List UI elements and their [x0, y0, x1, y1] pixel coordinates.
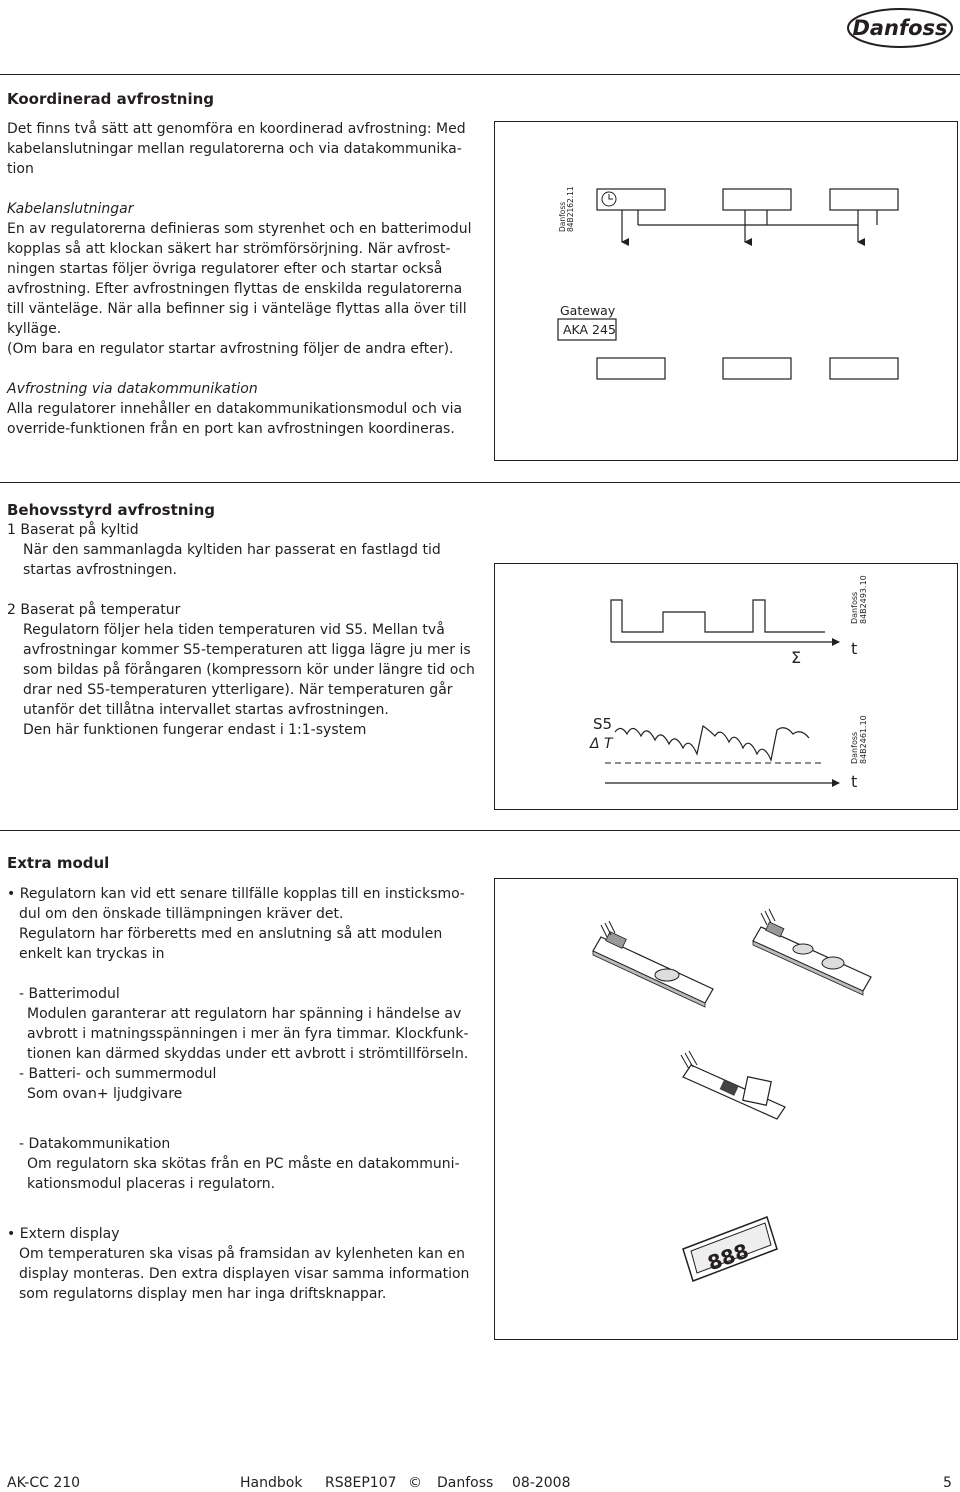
kabel-text: En av regulatorerna definieras som styrenhet och en batterimodul kopplas så att klockan säkert har strömförsörjning. När avfrostningen startas följer övriga regulatorer efter och startar också avfrostning. Efter avfrostningen flyttas de enskilda regulatorerna till vänteläge. När alla befinner sig i vänteläge flyttas alla över till kylläge. [7, 221, 472, 337]
item2-title: 2 Baserat på temperatur [7, 602, 181, 618]
figure-behovsstyrd [494, 563, 958, 810]
t-label-a: t [851, 639, 858, 658]
summer-text: Som ovan+ ljudgivare [27, 1086, 183, 1102]
bullet-dot-icon: • [7, 886, 20, 902]
section-heading-koordinerad: Koordinerad avfrostning [7, 90, 215, 108]
fig2-code-b: 84B2461.10 [859, 715, 868, 764]
controller-box-3 [830, 189, 898, 210]
fig2-code-brand-a: Danfoss [850, 591, 859, 624]
behov-text [7, 520, 477, 740]
battery-module-image [593, 921, 713, 1007]
controller-box-2 [723, 189, 791, 210]
batt-text: Modulen garanterar att regulatorn har spänning i händelse av avbrott i matningsspänningen i mer än fyra timmar. Klockfunktionen kan därmed skyddas under ett avbrott i strömtillförseln. [27, 1006, 469, 1062]
datakomm-title: - Datakommunikation [19, 1136, 171, 1152]
danfoss-logo [845, 6, 955, 50]
data-text: Alla regulatorer innehåller en datakommunikationsmodul och via override-funktionen från en port kan avfrostningen koordineras. [7, 401, 463, 437]
datakomm-text: Om regulatorn ska skötas från en PC måste en datakommunikationsmodul placeras i regulatorn. [27, 1156, 460, 1192]
section-rule-2 [0, 830, 960, 831]
extra-text [7, 884, 477, 1304]
delta-t-label: Δ T [590, 736, 613, 752]
kabel-title: Kabelanslutningar [7, 201, 134, 217]
s5-label: S5 [593, 715, 613, 733]
item1-title: 1 Baserat på kyltid [7, 522, 139, 538]
item2-note: Den här funktionen fungerar endast i 1:1-system [23, 722, 367, 738]
sigma-label: Σ [791, 648, 802, 667]
item2-text: Regulatorn följer hela tiden temperaturen vid S5. Mellan två avfrostningar kommer S5-temperaturen att ligga lägre ju mer is som bildas på förångaren (kompressorn kör under längre tid och drar ned S5-temperaturen ytterligare). När temperaturen går utanför det tillåtna intervallet startas avfrostningen. [23, 622, 475, 718]
b1-line1: Regulatorn kan vid ett senare tillfälle kopplas till en insticksmodul om den önskade tillämpningen kräver det. [19, 886, 465, 922]
controller-box-4 [597, 358, 665, 379]
bullet-2 [7, 1224, 477, 1244]
svg-text:888: 888 [704, 1238, 752, 1276]
figure-extra-modules [494, 878, 958, 1340]
figure-koordinerad-avfrostning [494, 121, 958, 461]
controller-box-6 [830, 358, 898, 379]
fig2-code-a: 84B2493.10 [859, 575, 868, 624]
data-title: Avfrostning via datakommunikation [7, 381, 258, 397]
b1-line2: Regulatorn har förberetts med en anslutning så att modulen enkelt kan tryckas in [19, 926, 443, 962]
page-number: 5 [943, 1475, 952, 1491]
section-heading-behov: Behovsstyrd avfrostning [7, 501, 215, 519]
section-rule-1 [0, 482, 960, 483]
item1-text: När den sammanlagda kyltiden har passerat en fastlagd tid startas avfrostningen. [23, 542, 441, 578]
kabel-note: (Om bara en regulator startar avfrostning följer de andra efter). [7, 341, 454, 357]
top-rule [0, 74, 960, 75]
controller-box-5 [723, 358, 791, 379]
external-display-image [683, 1217, 777, 1281]
fig2-code-brand-b: Danfoss [850, 731, 859, 764]
bullet-dot-icon: • [7, 1226, 20, 1242]
fig1-code: 84B2162.11 [566, 186, 575, 232]
footer-model: AK-CC 210 [7, 1475, 81, 1491]
footer-code: RS8EP107 [325, 1475, 397, 1491]
datacomm-module-image [681, 1051, 785, 1119]
bullet-1 [7, 884, 477, 924]
footer-doc: Handbok [240, 1475, 303, 1491]
t-label-b: t [851, 772, 858, 791]
summer-title: - Batteri- och summermodul [19, 1066, 217, 1082]
summer-module-image [753, 909, 871, 995]
intro-text: Det finns två sätt att genomföra en koordinerad avfrostning: Med kabelanslutningar mellan regulatorerna och via datakommunikation [7, 121, 466, 177]
disp-text: Om temperaturen ska visas på framsidan av kylenheten kan en display monteras. Den extra displayen visar samma information som regulatorns display men har inga driftsknappar. [19, 1246, 470, 1302]
section-heading-extra: Extra modul [7, 854, 110, 872]
modules-illustration [495, 879, 957, 1339]
gateway-model: AKA 245 [563, 322, 616, 337]
footer-company: Danfoss [437, 1475, 494, 1491]
footer-date: 08-2008 [512, 1475, 571, 1491]
disp-title: Extern display [19, 1226, 120, 1242]
svg-text:Danfoss: Danfoss [852, 16, 948, 40]
behov-diagram [495, 564, 957, 809]
koordinerad-text [7, 119, 477, 439]
koordinerad-diagram [495, 122, 957, 460]
gateway-label: Gateway [560, 303, 616, 318]
fig1-code-brand: Danfoss [558, 201, 567, 232]
copyright-icon: © [408, 1475, 422, 1491]
batt-title: - Batterimodul [19, 986, 120, 1002]
